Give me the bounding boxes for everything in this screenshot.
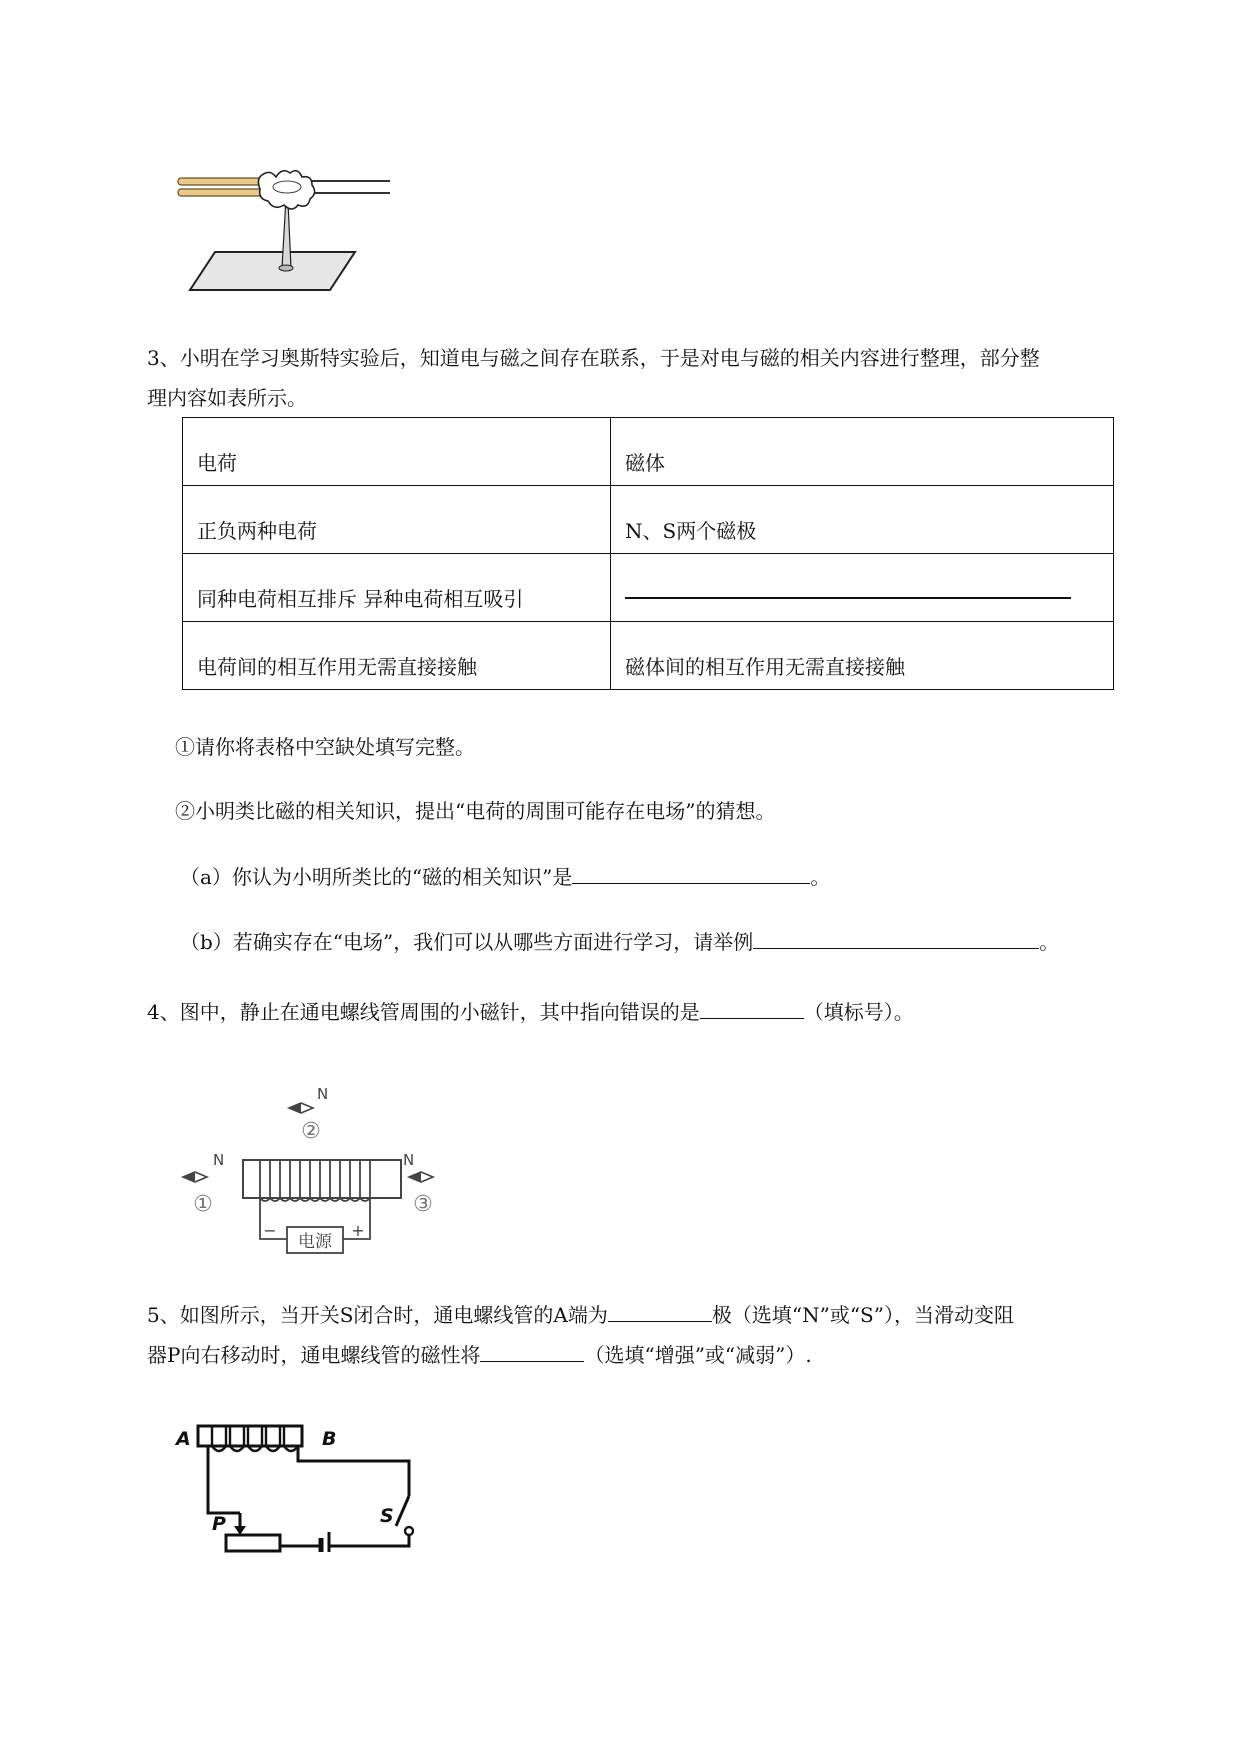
q3-sub-a-text: （a）你认为小明所类比的“磁的相关知识”是 (180, 865, 573, 889)
label-b: B (322, 1428, 337, 1450)
answer-blank[interactable] (700, 996, 804, 1019)
solenoid-rheostat-circuit-figure (172, 1418, 427, 1553)
q3-sub-2: ②小明类比磁的相关知识，提出“电荷的周围可能存在电场”的猜想。 (175, 799, 776, 823)
q4-text-end: （填标号）。 (803, 1000, 914, 1024)
table-cell: 磁体间的相互作用无需直接接触 (625, 655, 905, 679)
q3-sub-a (180, 857, 830, 897)
q5-line-2-text: 器P向右移动时，通电螺线管的磁性将 (147, 1343, 481, 1367)
solenoid-compass-figure (175, 1085, 455, 1265)
answer-blank-line[interactable] (625, 597, 1071, 599)
table-cell: 电荷 (197, 451, 237, 475)
mark-1: ① (193, 1192, 213, 1217)
solenoid-core (243, 1160, 401, 1198)
electricity-magnetism-table (182, 417, 1114, 690)
q4-text-main: 4、图中，静止在通电螺线管周围的小磁针，其中指向错误的是 (147, 1000, 700, 1024)
table-row (183, 418, 1114, 486)
rheostat (226, 1535, 280, 1551)
q5-line-1-text: 5、如图所示，当开关S闭合时，通电螺线管的A端为 (147, 1303, 608, 1327)
table-cell: N、S两个磁极 (625, 519, 757, 543)
table-row (183, 486, 1114, 554)
q3-line-1: 3、小明在学习奥斯特实验后，知道电与磁之间存在联系，于是对电与磁的相关内容进行整理，部分整 (147, 346, 1040, 370)
table-row (183, 622, 1114, 690)
answer-blank[interactable] (753, 926, 1039, 949)
q3-sub-b (180, 922, 1059, 962)
compass-needle-apparatus-figure (170, 160, 400, 300)
compass-2-n-label: N (317, 1085, 329, 1103)
q4-text (147, 992, 914, 1032)
q5-line-1-end: 极（选填“N”或“S”），当滑动变阻 (711, 1303, 1014, 1327)
q3-sub-b-text: （b）若确实存在“电场”，我们可以从哪些方面进行学习，请举例 (180, 930, 754, 954)
label-p: P (212, 1513, 226, 1535)
answer-blank[interactable] (572, 861, 810, 884)
label-a: A (176, 1428, 191, 1450)
table-cell: 磁体 (625, 451, 665, 475)
table-cell: 电荷间的相互作用无需直接接触 (197, 655, 477, 679)
minus-sign: − (263, 1221, 277, 1240)
compass-3-n-label: N (403, 1151, 415, 1169)
q3-sub-b-end: 。 (1039, 930, 1060, 954)
mark-2: ② (301, 1119, 321, 1144)
table-row (183, 554, 1114, 622)
q3-sub-a-end: 。 (810, 865, 831, 889)
plus-sign: + (351, 1221, 365, 1240)
answer-blank[interactable] (608, 1299, 712, 1322)
q5-line-2 (147, 1335, 812, 1375)
table-cell: 正负两种电荷 (197, 519, 317, 543)
solenoid (198, 1426, 302, 1446)
q5-line-1 (147, 1295, 1014, 1335)
power-label: 电源 (298, 1232, 332, 1252)
q3-line-2: 理内容如表所示。 (147, 386, 307, 410)
q5-line-2-end: （选填“增强”或“减弱”）. (584, 1343, 812, 1367)
label-s: S (380, 1505, 394, 1527)
switch-s (396, 1496, 409, 1526)
table-cell: 同种电荷相互排斥 异种电荷相互吸引 (197, 587, 524, 611)
q3-sub-1: ①请你将表格中空缺处填写完整。 (175, 735, 475, 759)
answer-blank[interactable] (480, 1339, 584, 1362)
mark-3: ③ (413, 1192, 433, 1217)
compass-1-n-label: N (213, 1151, 225, 1169)
